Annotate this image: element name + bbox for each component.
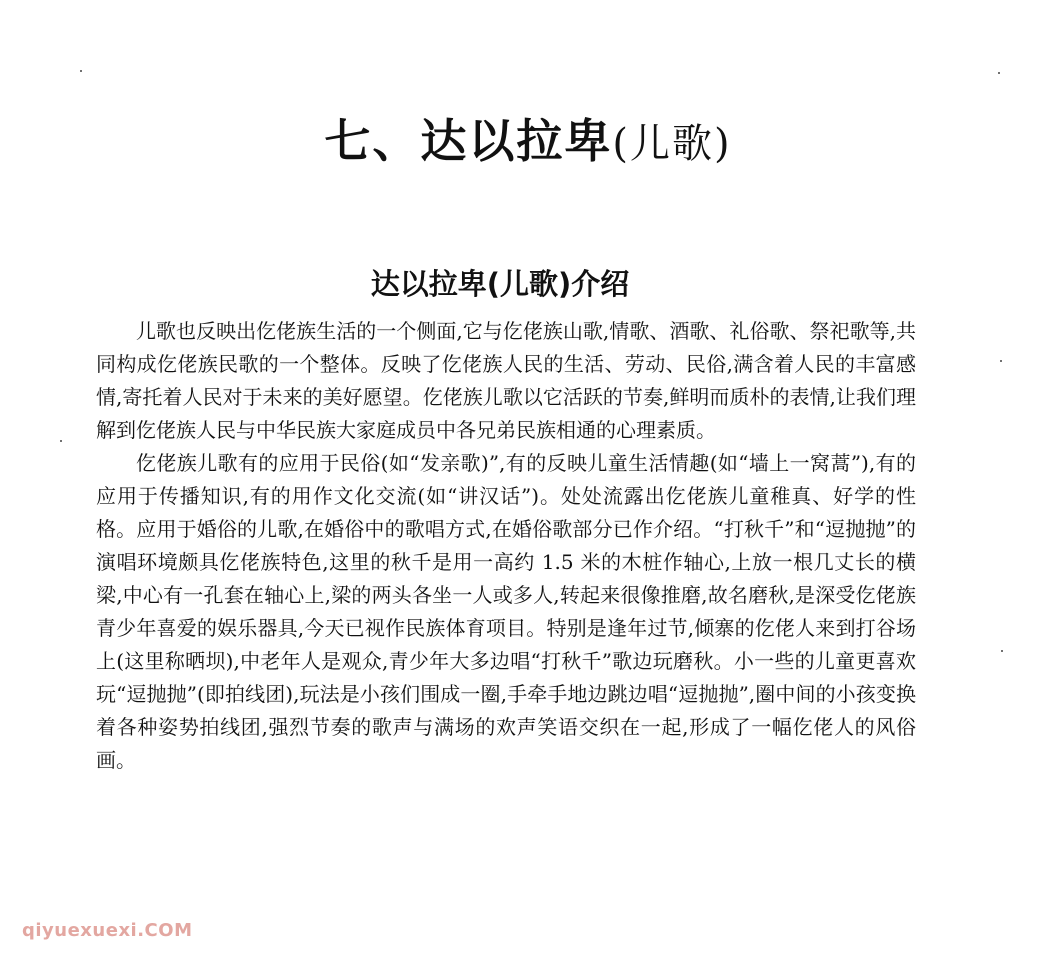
scan-speck [1000, 360, 1002, 362]
paragraph-1: 儿歌也反映出仡佬族生活的一个侧面,它与仡佬族山歌,情歌、酒歌、礼俗歌、祭祀歌等,共同构成仡佬族民歌的一个整体。反映了仡佬族人民的生活、劳动、民俗,满含着人民的丰富感情,寄托着人民对于未来的美好愿望。仡佬族儿歌以它活跃的节奏,鲜明而质朴的表情,让我们理解到仡佬族人民与中华民族大家庭成员中各兄弟民族相通的心理素质。 [96, 319, 916, 442]
page-title [0, 113, 1056, 172]
scan-speck [80, 70, 82, 72]
paragraph-2: 仡佬族儿歌有的应用于民俗(如“发亲歌)”,有的反映儿童生活情趣(如“墙上一窝蒿”),有的应用于传播知识,有的用作文化交流(如“讲汉话”)。处处流露出仡佬族儿童稚真、好学的性格。应用于婚俗的儿歌,在婚俗中的歌唱方式,在婚俗歌部分已作介绍。“打秋千”和“逗抛抛”的演唱环境颇具仡佬族特色,这里的秋千是用一高约 1.5 米的木桩作轴心,上放一根几丈长的横梁,中心有一孔套在轴心上,梁的两头各坐一人或多人,转起来很像推磨,故名磨秋,是深受仡佬族青少年喜爱的娱乐器具,今天已视作民族体育项目。特别是逢年过节,倾寨的仡佬人来到打谷场上(这里称晒坝),中老年人是观众,青少年大多边唱“打秋千”歌边玩磨秋。小一些的儿童更喜欢玩“逗抛抛”(即拍线团),玩法是小孩们围成一圈,手牵手地边跳边唱“逗抛抛”,圈中间的小孩变换着各种姿势拍线团,强烈节奏的歌声与满场的欢声笑语交织在一起,形成了一幅仡佬人的风俗画。 [96, 451, 916, 772]
scan-speck [1001, 650, 1003, 652]
page-title-main: 七、达以拉卑 [324, 113, 613, 168]
body-text [96, 315, 916, 777]
page-title-paren: (儿歌) [612, 120, 732, 167]
scan-speck [60, 440, 62, 442]
watermark-logo: qiyuexuexi.COM [22, 920, 193, 941]
section-title: 达以拉卑(儿歌)介绍 [370, 267, 630, 302]
scan-speck [998, 72, 1000, 74]
